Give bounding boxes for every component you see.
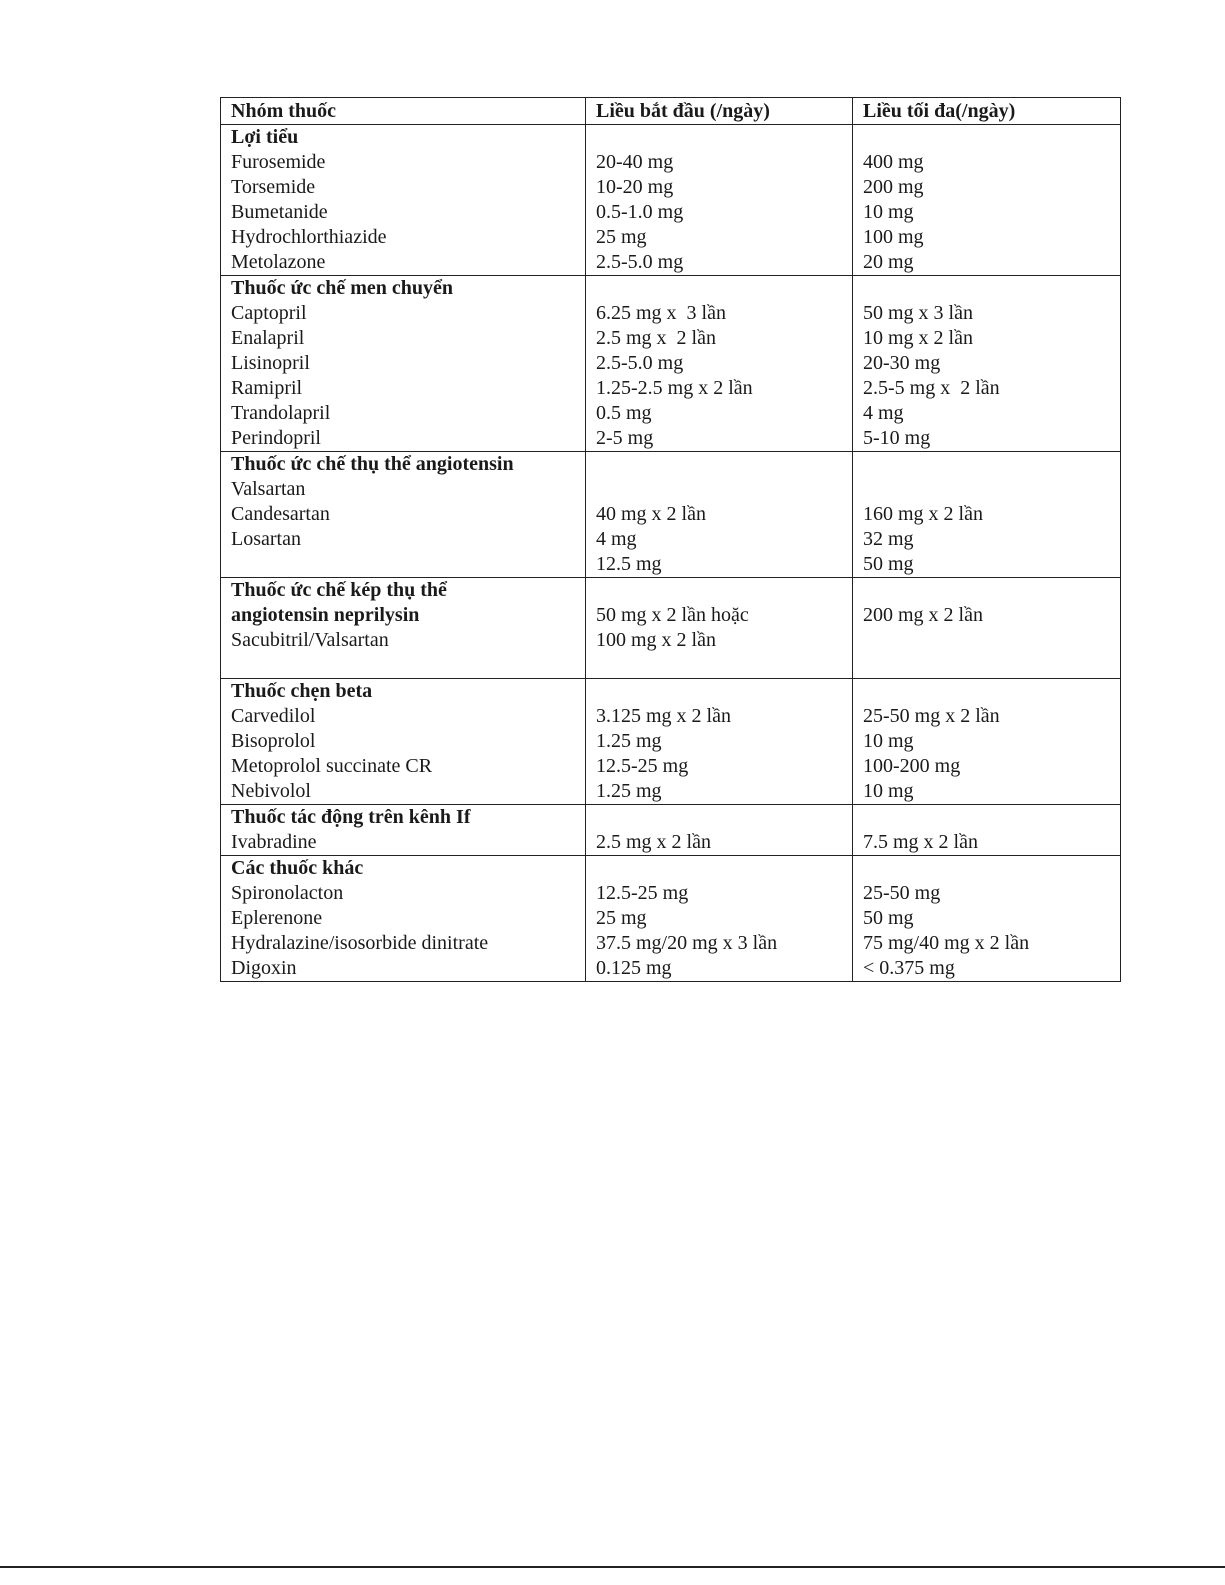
group-title: angiotensin neprilysin [231,604,420,626]
start-dose: 3.125 mg x 2 lần [596,705,731,727]
drug-name: Eplerenone [231,907,323,929]
start-dose: 20-40 mg [596,151,674,173]
start-dose: 2-5 mg [596,427,654,449]
start-dose: 100 mg x 2 lần [596,629,716,651]
start-dose: 4 mg [596,528,637,550]
max-dose: 50 mg x 3 lần [863,302,973,324]
max-dose: 4 mg [863,402,904,424]
table-row [221,125,1121,276]
group-title: Thuốc ức chế men chuyển [231,277,454,299]
start-dose: 12.5 mg [596,553,662,575]
start-dose: 1.25 mg [596,780,662,802]
start-dose: 0.125 mg [596,957,672,979]
start-dose-cell [586,578,853,679]
max-dose: 100-200 mg [863,755,961,777]
start-dose: 12.5-25 mg [596,882,689,904]
header-start-dose: Liều bắt đầu (/ngày) [586,98,853,125]
max-dose: 10 mg [863,201,914,223]
table-row [221,276,1121,452]
start-dose: 25 mg [596,907,647,929]
max-dose-cell [853,679,1121,805]
drug-name: Spironolacton [231,882,344,904]
drug-name: Nebivolol [231,780,311,802]
drug-group-cell [221,578,586,679]
header-drug-group: Nhóm thuốc [221,98,586,125]
start-dose: 50 mg x 2 lần hoặc [596,604,749,626]
start-dose: 1.25 mg [596,730,662,752]
max-dose-cell [853,856,1121,982]
start-dose-cell [586,452,853,578]
drug-group-cell [221,805,586,856]
max-dose: 75 mg/40 mg x 2 lần [863,932,1030,954]
start-dose: 1.25-2.5 mg x 2 lần [596,377,753,399]
max-dose: 20 mg [863,251,914,273]
start-dose: 2.5 mg x 2 lần [596,327,716,349]
max-dose: 2.5-5 mg x 2 lần [863,377,1000,399]
max-dose: 100 mg [863,226,924,248]
max-dose: 200 mg x 2 lần [863,604,983,626]
drug-group-cell [221,679,586,805]
drug-name: Digoxin [231,957,297,979]
group-title: Thuốc tác động trên kênh If [231,806,471,828]
group-title: Thuốc ức chế kép thụ thể [231,579,447,601]
drug-name: Perindopril [231,427,321,449]
group-title: Các thuốc khác [231,857,364,879]
start-dose: 40 mg x 2 lần [596,503,706,525]
drug-name: Trandolapril [231,402,331,424]
max-dose: 50 mg [863,553,914,575]
start-dose: 2.5 mg x 2 lần [596,831,711,853]
start-dose: 6.25 mg x 3 lần [596,302,726,324]
max-dose: 200 mg [863,176,924,198]
max-dose-cell [853,125,1121,276]
group-title: Lợi tiểu [231,126,299,148]
max-dose: 50 mg [863,907,914,929]
max-dose: 10 mg [863,730,914,752]
start-dose: 37.5 mg/20 mg x 3 lần [596,932,778,954]
drug-name: Torsemide [231,176,316,198]
max-dose-cell [853,452,1121,578]
page-bottom-rule [0,1566,1225,1568]
drug-group-cell [221,452,586,578]
table-row [221,452,1121,578]
drug-name: Furosemide [231,151,326,173]
start-dose-cell [586,125,853,276]
table-row [221,805,1121,856]
max-dose-cell [853,276,1121,452]
max-dose-cell [853,578,1121,679]
group-title: Thuốc ức chế thụ thể angiotensin [231,453,514,475]
start-dose: 0.5-1.0 mg [596,201,684,223]
max-dose: < 0.375 mg [863,957,955,979]
start-dose: 12.5-25 mg [596,755,689,777]
table-row [221,856,1121,982]
drug-name: Bisoprolol [231,730,316,752]
start-dose: 25 mg [596,226,647,248]
max-dose: 5-10 mg [863,427,931,449]
drug-name: Captopril [231,302,307,324]
max-dose: 20-30 mg [863,352,941,374]
start-dose: 10-20 mg [596,176,674,198]
max-dose: 160 mg x 2 lần [863,503,983,525]
drug-name: Ivabradine [231,831,317,853]
drug-name: Enalapril [231,327,305,349]
drug-name: Losartan [231,528,301,550]
group-title: Thuốc chẹn beta [231,680,373,702]
max-dose: 400 mg [863,151,924,173]
start-dose: 0.5 mg [596,402,652,424]
drug-name: Metoprolol succinate CR [231,755,433,777]
max-dose: 25-50 mg [863,882,941,904]
drug-name: Valsartan [231,478,306,500]
drug-group-cell [221,125,586,276]
max-dose: 25-50 mg x 2 lần [863,705,1000,727]
start-dose: 2.5-5.0 mg [596,352,684,374]
drug-name: Ramipril [231,377,303,399]
start-dose-cell [586,805,853,856]
drug-name: Sacubitril/Valsartan [231,629,389,651]
max-dose: 10 mg [863,780,914,802]
dosage-table [220,97,1121,982]
start-dose-cell [586,856,853,982]
max-dose: 7.5 mg x 2 lần [863,831,978,853]
max-dose: 10 mg x 2 lần [863,327,973,349]
max-dose: 32 mg [863,528,914,550]
drug-name: Hydralazine/isosorbide dinitrate [231,932,489,954]
drug-group-cell [221,856,586,982]
drug-name: Lisinopril [231,352,310,374]
drug-name: Carvedilol [231,705,316,727]
start-dose-cell [586,679,853,805]
header-max-dose: Liều tối đa(/ngày) [853,98,1121,125]
start-dose-cell [586,276,853,452]
drug-group-cell [221,276,586,452]
drug-name: Bumetanide [231,201,328,223]
start-dose: 2.5-5.0 mg [596,251,684,273]
table-row [221,578,1121,679]
table-header-row [221,98,1121,125]
table-row [221,679,1121,805]
drug-name: Candesartan [231,503,330,525]
drug-name: Metolazone [231,251,326,273]
drug-name: Hydrochlorthiazide [231,226,387,248]
max-dose-cell [853,805,1121,856]
